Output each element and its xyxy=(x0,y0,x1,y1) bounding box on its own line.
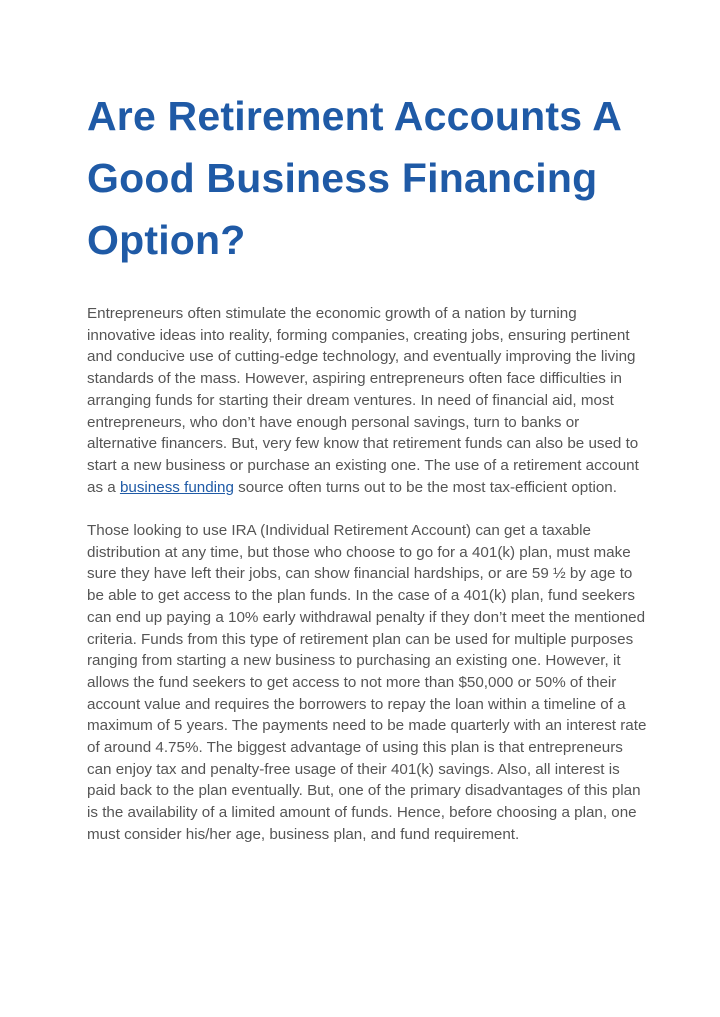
business-funding-link[interactable]: business funding xyxy=(119,478,234,496)
paragraph-intro-text-after: source often turns out to be the most tax-efficient option. xyxy=(233,478,617,496)
paragraph-intro-text-before: Entrepreneurs often stimulate the economic growth of a nation by turning innovative ideas into reality, forming companies, creating jobs, ensuring pertinent and conducive use of cutting-edge technology, and eventually improving the living standards of the mass. However, aspiring entrepreneurs often face difficulties in arranging funds for starting their dream ventures. In need of financial aid, most entrepreneurs, who don’t have enough personal savings, turn to banks or alternative financers. But, very few know that retirement funds can also be used to start a new business or purchase an existing one. The use of a retirement account as a xyxy=(87,305,639,496)
document-title: Are Retirement Accounts A Good Business Financing Option? xyxy=(87,93,621,263)
paragraph-intro xyxy=(87,303,647,498)
paragraph-retirement-plans: Those looking to use IRA (Individual Retirement Account) can get a taxable distribution at any time, but those who choose to go for a 401(k) plan, must make sure they have left their jobs, can show financial hardships, or are 59 ½ by age to be able to get access to the plan funds. In the case of a 401(k) plan, fund seekers can end up paying a 10% early withdrawal penalty if they don’t meet the mentioned criteria. Funds from this type of retirement plan can be used for multiple purposes ranging from starting a new business to purchasing an existing one. However, it allows the fund seekers to get access to not more than $50,000 or 50% of their account value and requires the borrowers to repay the loan within a timeline of a maximum of 5 years. The payments need to be made quarterly with an interest rate of around 4.75%. The biggest advantage of using this plan is that entrepreneurs can enjoy tax and penalty-free usage of their 401(k) savings. Also, all interest is paid back to the plan eventually. But, one of the primary disadvantages of this plan is the availability of a limited amount of funds. Hence, before choosing a plan, one must consider his/her age, business plan, and fund requirement. xyxy=(87,522,647,843)
document-page xyxy=(87,85,647,867)
